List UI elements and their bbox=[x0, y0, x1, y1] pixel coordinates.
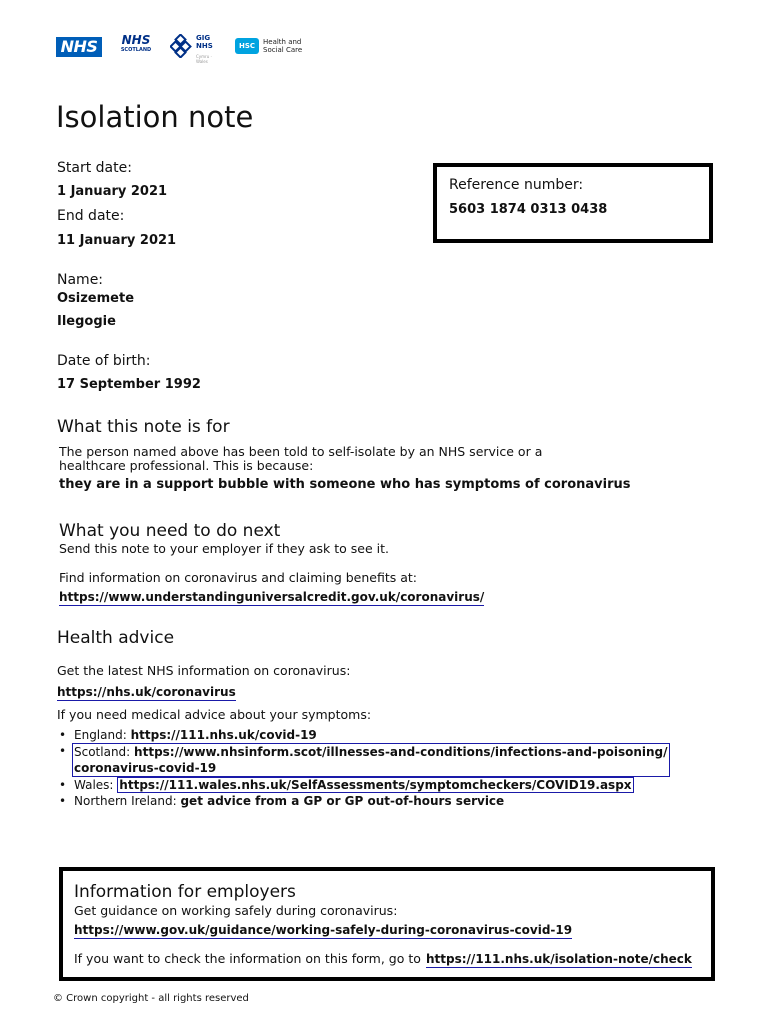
next-send: Send this note to your employer if they ask to see it. bbox=[59, 541, 389, 556]
start-date-value: 1 January 2021 bbox=[57, 184, 168, 199]
scotland-link-2[interactable]: coronavirus-covid-19 bbox=[74, 761, 217, 775]
health-latest: Get the latest NHS information on coronavirus: bbox=[57, 663, 351, 678]
next-heading: What you need to do next bbox=[59, 521, 281, 541]
nhs-scotland-logo-bottom: SCOTLAND bbox=[120, 47, 152, 53]
nhs-logo: NHS bbox=[56, 37, 102, 57]
employers-heading: Information for employers bbox=[74, 882, 296, 902]
england-link[interactable]: https://111.nhs.uk/covid-19 bbox=[130, 728, 317, 742]
name-first: Osizemete bbox=[57, 291, 135, 306]
gig-logo-text bbox=[196, 34, 213, 50]
employers-guidance-link[interactable]: https://www.gov.uk/guidance/working-safely-during-coronavirus-covid-19 bbox=[74, 923, 573, 937]
end-date-value: 11 January 2021 bbox=[57, 233, 177, 248]
advice-ni-text: get advice from a GP or GP out-of-hours service bbox=[180, 794, 505, 808]
what-for-heading: What this note is for bbox=[57, 417, 230, 437]
advice-list-wrap bbox=[57, 727, 677, 809]
dob-value: 17 September 1992 bbox=[57, 377, 201, 392]
health-heading: Health advice bbox=[57, 628, 175, 648]
start-date-label: Start date: bbox=[57, 160, 132, 176]
reference-value: 5603 1874 0313 0438 bbox=[449, 202, 608, 217]
hsc-badge: HSC bbox=[235, 38, 259, 54]
dragon-diamond-icon bbox=[170, 34, 194, 58]
advice-wales-region: Wales: bbox=[74, 778, 114, 792]
employers-check-text: If you want to check the information on this form, go to bbox=[74, 951, 421, 966]
hsc-line2: Social Care bbox=[263, 46, 303, 54]
check-link[interactable]: https://111.nhs.uk/isolation-note/check bbox=[426, 952, 692, 966]
advice-northern-ireland bbox=[57, 793, 677, 809]
reference-box bbox=[433, 163, 713, 243]
what-for-intro-2: healthcare professional. This is because: bbox=[59, 458, 314, 473]
advice-list bbox=[57, 727, 677, 809]
next-find: Find information on coronavirus and claiming benefits at: bbox=[59, 570, 417, 585]
benefits-link-wrap bbox=[59, 586, 484, 605]
scotland-link-box[interactable] bbox=[72, 743, 670, 777]
advice-wales bbox=[57, 777, 677, 793]
nhs-coronavirus-link[interactable]: https://nhs.uk/coronavirus bbox=[57, 685, 236, 699]
reference-label: Reference number: bbox=[449, 177, 584, 193]
footer-copyright: © Crown copyright - all rights reserved bbox=[53, 993, 249, 1004]
advice-scotland-region: Scotland: bbox=[74, 745, 131, 759]
advice-england bbox=[57, 727, 677, 743]
end-date-label: End date: bbox=[57, 208, 125, 224]
wales-link[interactable]: https://111.wales.nhs.uk/SelfAssessments/symptomcheckers/COVID19.aspx bbox=[119, 778, 632, 792]
advice-england-region: England: bbox=[74, 728, 127, 742]
nhs-coronavirus-link-wrap bbox=[57, 681, 236, 700]
hsc-line1: Health and bbox=[263, 38, 302, 46]
advice-ni-region: Northern Ireland: bbox=[74, 794, 177, 808]
hsc-text bbox=[263, 38, 302, 54]
dob-label: Date of birth: bbox=[57, 353, 151, 369]
nhs-scotland-logo-top: NHS bbox=[121, 33, 151, 47]
gig-logo-bottom: NHS bbox=[196, 42, 213, 50]
scotland-link-1[interactable]: https://www.nhsinform.scot/illnesses-and-conditions/infections-and-poisoning/ bbox=[134, 745, 668, 759]
gig-nhs-wales-logo bbox=[170, 34, 220, 64]
name-last: Ilegogie bbox=[57, 314, 116, 329]
what-for-intro-1: The person named above has been told to self-isolate by an NHS service or a bbox=[59, 444, 543, 459]
nhs-scotland-logo bbox=[118, 34, 154, 54]
name-label: Name: bbox=[57, 272, 104, 288]
gig-logo-small: Cymru · Wales bbox=[196, 54, 212, 64]
employers-guidance: Get guidance on working safely during coronavirus: bbox=[74, 903, 398, 918]
employers-check-line bbox=[74, 948, 692, 967]
advice-scotland bbox=[57, 743, 677, 777]
employers-box bbox=[59, 867, 715, 981]
health-medical: If you need medical advice about your symptoms: bbox=[57, 707, 372, 722]
gig-logo-top: GIG bbox=[196, 34, 211, 42]
employers-guidance-link-wrap bbox=[74, 919, 572, 938]
page-title: Isolation note bbox=[56, 100, 254, 134]
benefits-link[interactable]: https://www.understandinguniversalcredit.gov.uk/coronavirus/ bbox=[59, 590, 485, 604]
what-for-reason: they are in a support bubble with someone who has symptoms of coronavirus bbox=[59, 477, 631, 492]
